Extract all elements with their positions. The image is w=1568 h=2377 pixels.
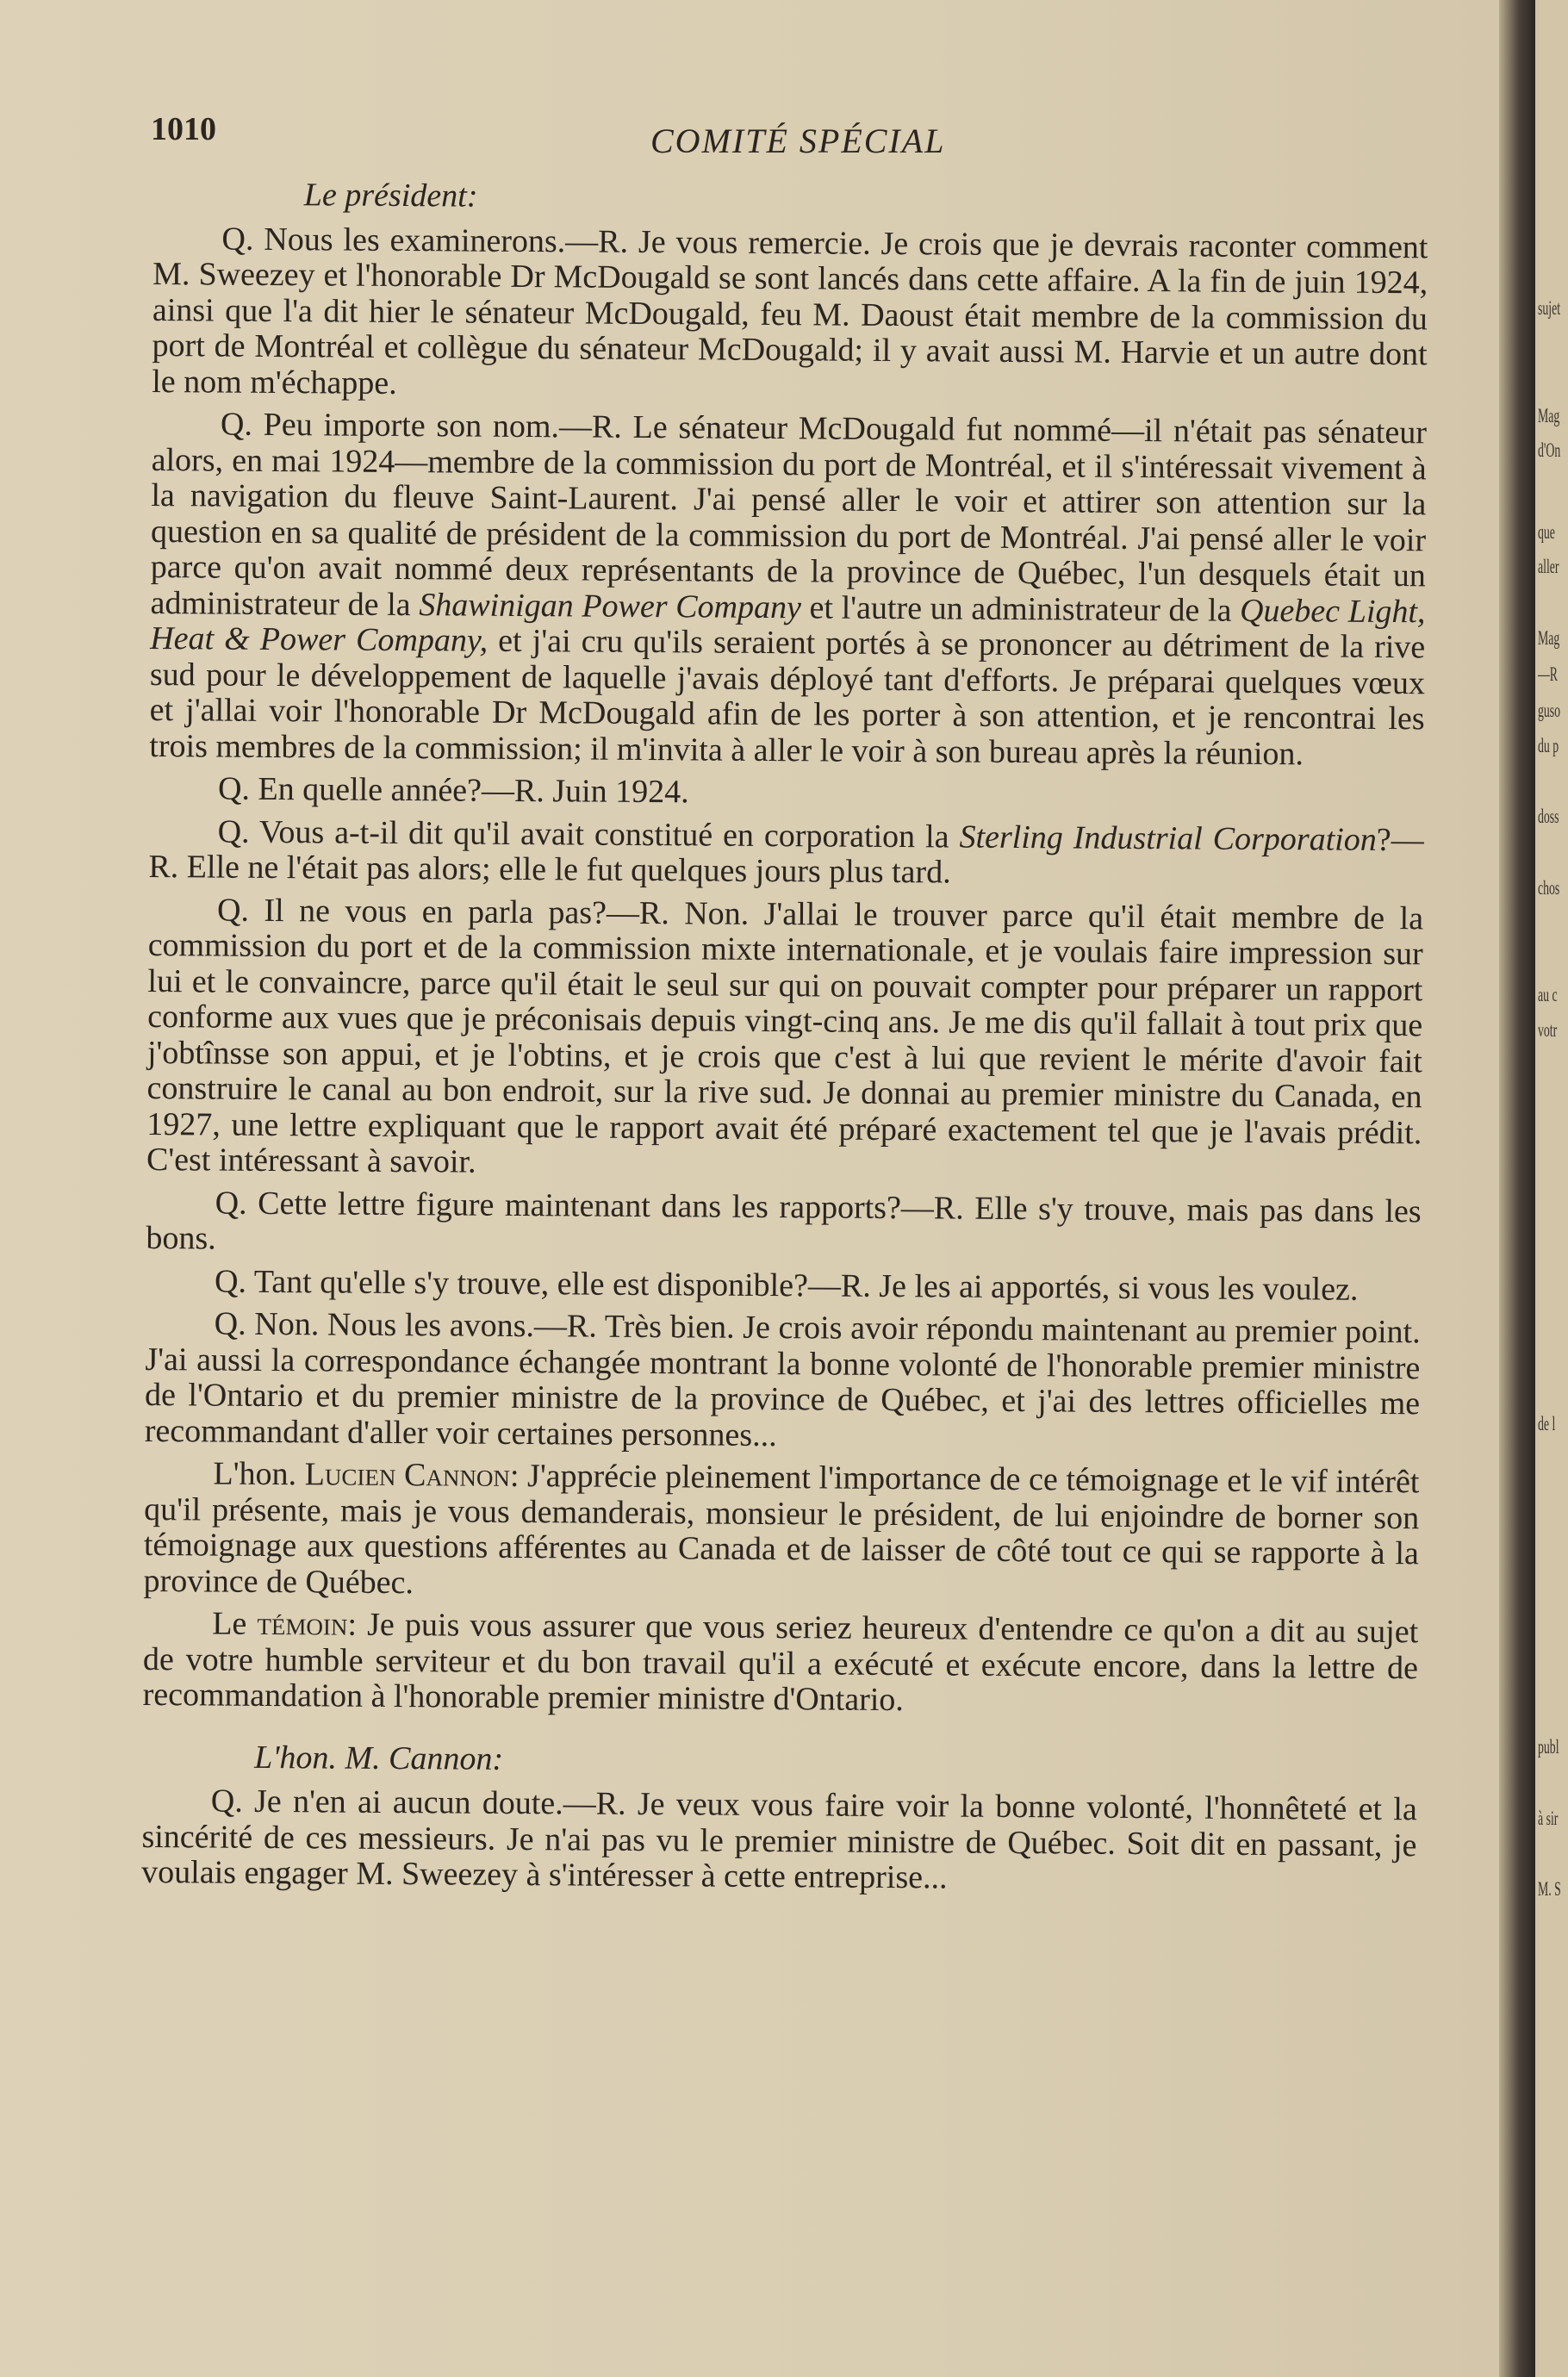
margin-fragment: que	[1538, 521, 1555, 543]
text-run: ?—R. Elle ne l'était pas alors; elle le fut quelques jours plus tard.	[148, 821, 1424, 891]
book-gutter	[1499, 0, 1535, 2377]
next-page-edge	[1535, 0, 1568, 2377]
page-number: 1010	[151, 111, 216, 147]
company-name: Quebec Light, Heat & Power Company,	[150, 592, 1426, 659]
running-head: COMITÉ SPÉCIAL	[650, 121, 946, 160]
paragraph: Q. En quelle année?—R. Juin 1924.	[217, 770, 689, 811]
speaker-name: Lucien Cannon	[304, 1456, 511, 1494]
speaker-name: témoin	[257, 1605, 348, 1643]
margin-fragment: doss	[1538, 806, 1559, 827]
text-run: Q. Peu importe son nom.—R. Le sénateur McDougald fut nommé—il n'était pas sénateur alors, en mai 1924—membre de la commission du port de Montréal, et il s'intéressait vivement à la navigation du fleuve Saint-Laurent. J'ai pensé aller le voir et attirer son attention sur la question en sa qualité de président de la commission du port de Montréal. J'ai pensé aller le voir parce qu'on avait nommé deux représentants de la province de Québec, l'un desquels était un administrateur de la	[150, 406, 1428, 623]
margin-fragment: M. S	[1538, 1878, 1561, 1900]
margin-fragment: aller	[1538, 556, 1559, 577]
paragraph: Q. Tant qu'elle s'y trouve, elle est disponible?—R. Je les ai apportés, si vous les voulez.	[214, 1263, 1359, 1308]
paragraph: Q. Je n'en ai aucun doute.—R. Je veux vous faire voir la bonne volonté, l'honnêteté et la sincérité de ces messieurs. Je n'ai pas vu le premier ministre de Québec. Soit dit en passant, je voulais engager M. Sweezey à s'intéresser à cette entreprise...	[141, 1783, 1417, 1896]
text-run: et j'ai cru qu'ils seraient portés à se prononcer au détriment de la rive sud pour le développement de laquelle j'avais déployé tant d'efforts. Je préparai quelques vœux et j'allai voir l'honorable Dr McDougald afin de les porter à son attention, et je rencontrai les trois membres de la commission; il m'invita à aller le voir à son bureau après la réunion.	[149, 622, 1426, 772]
text-run: L'hon.	[213, 1455, 305, 1493]
margin-fragment: Mag	[1538, 627, 1560, 649]
margin-fragment: publ	[1538, 1736, 1559, 1758]
paragraph	[143, 1606, 1419, 1722]
margin-fragment: d'On	[1538, 439, 1561, 461]
paragraph	[149, 407, 1427, 773]
text-run: : J'apprécie pleinement l'importance de ce témoignage et le vif intérêt qu'il présente, mais je vous demanderais, monsieur le président, de lui enjoindre de borner son témoignage aux questions afférentes au Canada et de laisser de côté tout ce qui se rapporte à la province de Québec.	[143, 1457, 1420, 1601]
paragraph	[148, 813, 1424, 893]
paragraph	[143, 1456, 1419, 1608]
margin-fragment: Mag	[1538, 405, 1560, 426]
margin-fragment: guso	[1538, 700, 1561, 721]
margin-fragment: votr	[1538, 1019, 1558, 1041]
paragraph: Q. Cette lettre figure maintenant dans les rapports?—R. Elle s'y trouve, mais pas dans les bons.	[146, 1185, 1422, 1257]
speaker-heading-president: Le président:	[303, 177, 478, 215]
margin-fragment: chos	[1538, 877, 1560, 899]
text-run: : Je puis vous assurer que vous seriez heureux d'entendre ce qu'on a dit au sujet de votre humble serviteur et du bon travail qu'il a exécuté et exécute encore, dans la lettre de recommandation à l'honorable premier ministre d'Ontario.	[142, 1606, 1419, 1719]
paragraph: Q. Nous les examinerons.—R. Je vous remercie. Je crois que je devrais raconter comment M. Sweezey et l'honorable Dr McDougald se sont lancés dans cette affaire. A la fin de juin 1924, ainsi que l'a dit hier le sénateur McDougald, feu M. Daoust était membre de la commission du port de Montréal et collègue du sénateur McDougald; il y avait aussi M. Harvie et un autre dont le nom m'échappe.	[152, 221, 1428, 401]
margin-fragment: au c	[1538, 984, 1558, 1005]
paragraph: Q. Il ne vous en parla pas?—R. Non. J'allai le trouver parce qu'il était membre de la commission du port et de la commission mixte internationale, et je voulais faire impression sur lui et le convaincre, parce qu'il était le seul sur qui on pouvait compter pour préparer un rapport conforme aux vues que je préconisais depuis vingt-cinq ans. Je me dis qu'il fallait à tout prix que j'obtînsse son appui, et je l'obtins, et je crois que c'est à lui que revient le mérite d'avoir fait construire le canal au bon endroit, sur la rive sud. Je donnai au premier ministre du Canada, en 1927, une lettre expliquant que le rapport avait été préparé exactement tel que je l'avais prédit. C'est intéressant à savoir.	[146, 892, 1424, 1180]
margin-fragment: à sir	[1538, 1808, 1559, 1829]
company-name: Shawinigan Power Company	[419, 586, 802, 625]
margin-fragment: de l	[1538, 1413, 1556, 1434]
text-run: Q. Vous a-t-il dit qu'il avait constitué en corporation la	[217, 813, 960, 856]
margin-fragment: sujet	[1538, 297, 1561, 319]
speaker-heading-cannon: L'hon. M. Cannon:	[254, 1739, 504, 1777]
company-name: Sterling Industrial Corporation	[959, 818, 1377, 858]
margin-fragment: du p	[1538, 735, 1559, 756]
body-text	[141, 177, 1428, 1907]
paragraph: Q. Non. Nous les avons.—R. Très bien. Je crois avoir répondu maintenant au premier point. J'ai aussi la correspondance échangée montrant la bonne volonté de l'honorable premier ministre de l'Ontario et du premier ministre de la province de Québec, et j'ai des lettres officielles me recommandant d'aller voir certaines personnes...	[144, 1305, 1421, 1453]
text-run: et l'autre un administrateur de la	[800, 588, 1241, 629]
text-run: Le	[212, 1605, 258, 1642]
margin-fragment: —R	[1538, 663, 1559, 685]
